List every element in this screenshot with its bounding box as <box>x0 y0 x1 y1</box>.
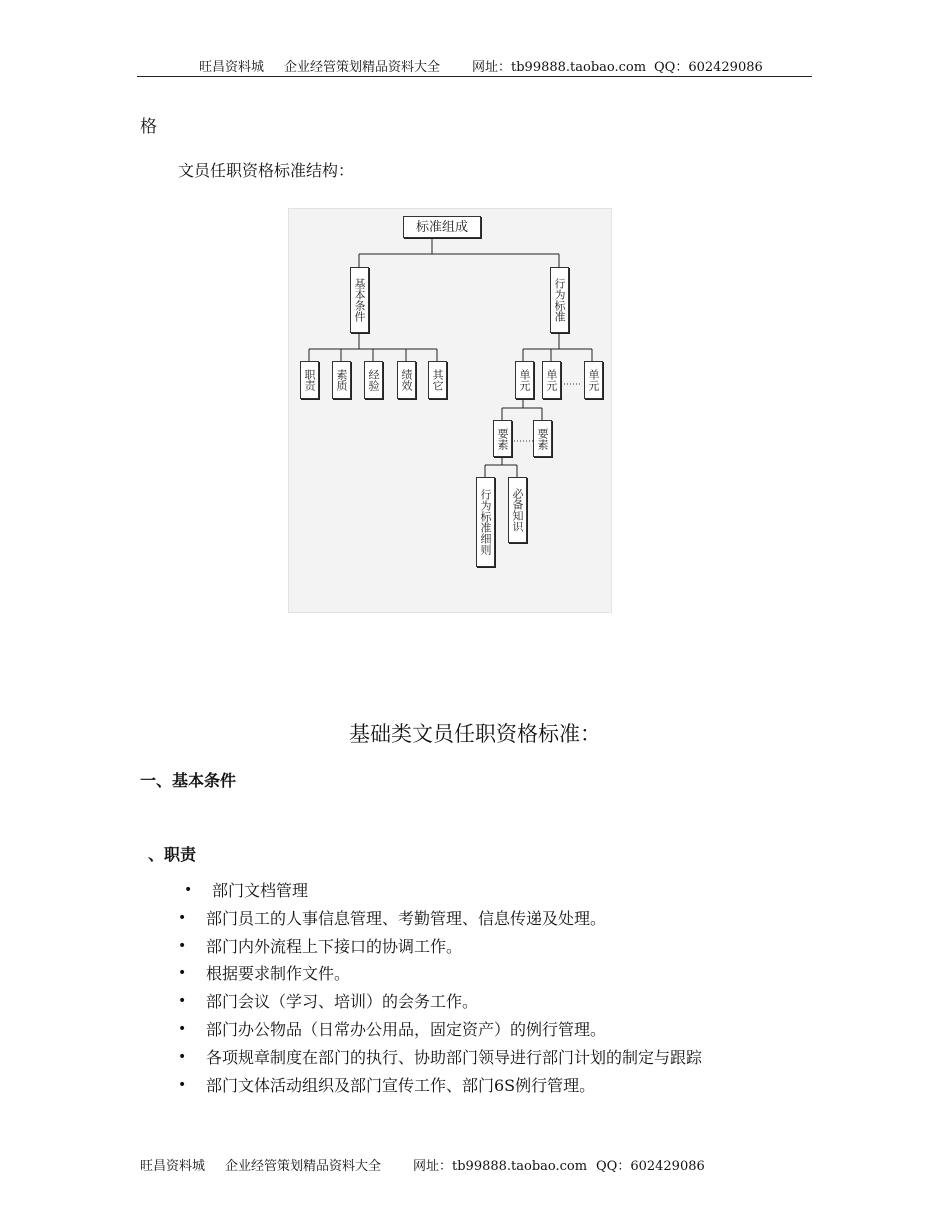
header-site: 网址：tb99888.taobao.com <box>472 60 647 75</box>
section-title: 基础类文员任职资格标准： <box>349 722 601 746</box>
intro-text: 文员任职资格标准结构： <box>178 161 355 180</box>
footer-site: 网址：tb99888.taobao.com <box>413 1159 588 1174</box>
bullet-icon: • <box>178 1020 187 1037</box>
bullet-icon: • <box>178 1048 187 1065</box>
footer-slogan: 企业经管策划精品资料大全 <box>225 1159 382 1174</box>
header-shop: 旺昌资料城 <box>199 60 265 75</box>
node-performance: 绩效 <box>397 361 416 399</box>
duties-list <box>178 877 702 1099</box>
heading-duties: 、职责 <box>148 845 197 864</box>
list-item: • 部门文档管理 <box>178 877 702 905</box>
list-item: • 根据要求制作文件。 <box>178 960 702 988</box>
list-item: • 部门员工的人事信息管理、考勤管理、信息传递及处理。 <box>178 905 702 933</box>
node-unit: 单元 <box>584 361 603 399</box>
list-item: • 各项规章制度在部门的执行、协助部门领导进行部门计划的制定与跟踪 <box>178 1044 702 1072</box>
bullet-icon: • <box>178 1076 187 1093</box>
node-behavior-rules: 行为标准细则 <box>476 477 495 567</box>
bullet-icon: • <box>178 993 187 1010</box>
node-duty: 职责 <box>300 361 319 399</box>
node-unit: 单元 <box>515 361 534 399</box>
node-required-knowledge: 必备知识 <box>508 477 527 543</box>
node-element: 要素 <box>533 420 552 457</box>
footer-qq: QQ：602429086 <box>596 1159 705 1174</box>
node-element: 要素 <box>493 420 512 457</box>
list-item: • 部门会议（学习、培训）的会务工作。 <box>178 988 702 1016</box>
header-slogan: 企业经管策划精品资料大全 <box>284 60 441 75</box>
bullet-icon: • <box>178 937 187 954</box>
node-unit: 单元 <box>542 361 561 399</box>
list-item: • 部门内外流程上下接口的协调工作。 <box>178 933 702 961</box>
list-item: • 部门办公物品（日常办公用品，固定资产）的例行管理。 <box>178 1016 702 1044</box>
node-behavior-standard: 行为标准 <box>550 267 569 333</box>
header-qq: QQ：602429086 <box>654 60 763 75</box>
footer-shop: 旺昌资料城 <box>140 1159 206 1174</box>
text-fragment: 格 <box>140 117 157 137</box>
bullet-icon: • <box>178 965 187 982</box>
node-root: 标准组成 <box>403 216 481 238</box>
bullet-icon: • <box>184 882 193 898</box>
page-footer <box>140 1158 820 1176</box>
node-quality: 素质 <box>332 361 351 399</box>
bullet-icon: • <box>178 909 187 926</box>
node-experience: 经验 <box>364 361 383 399</box>
node-basic-conditions: 基本条件 <box>350 267 369 333</box>
list-item: • 部门文体活动组织及部门宣传工作、部门6S例行管理。 <box>178 1072 702 1100</box>
page-header <box>137 60 812 77</box>
structure-diagram <box>288 208 612 613</box>
heading-basic-conditions: 一、基本条件 <box>140 771 237 790</box>
node-other: 其它 <box>428 361 447 399</box>
